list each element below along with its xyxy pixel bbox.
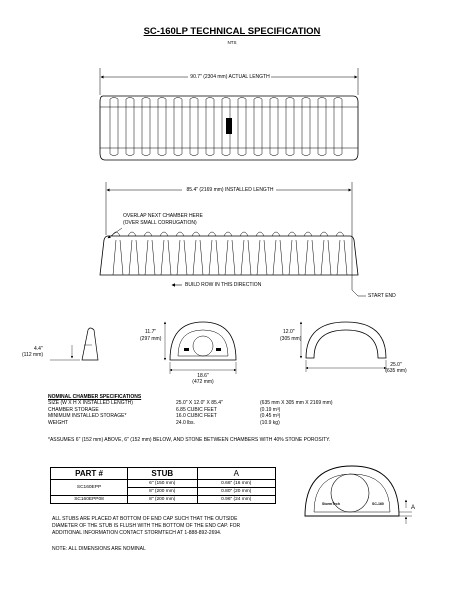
overlap-note-line2: (OVER SMALL CORRUGATION) [123,220,197,226]
spec-value: 25.0" X 12.0" X 85.4" [176,400,223,407]
actual-length-label: 90.7" (2304 mm) ACTUAL LENGTH [190,74,270,80]
parts-table [50,467,276,504]
spec-metric: (10.9 kg) [260,419,280,426]
part-cell: SC160EPP [51,480,128,496]
table-row [51,480,276,488]
side-height-dim-1: 4.4" [34,346,43,352]
column-header-part: PART # [51,468,128,480]
spec-row [48,419,280,426]
cap-height-dim-2: (297 mm) [140,336,162,342]
spec-value: 24.0 lbs. [176,419,195,426]
column-header-stub: STUB [128,468,198,480]
part-cell: SC160EPP08 [51,496,128,504]
spec-label: MINIMUM INSTALLED STORAGE* [48,413,127,420]
dimensions-note: NOTE: ALL DIMENSIONS ARE NOMINAL [52,546,146,553]
stormtech-logo-mark [226,118,232,134]
table-row [51,496,276,504]
chamber-specifications [48,394,333,426]
specifications-heading: NOMINAL CHAMBER SPECIFICATIONS [48,394,142,400]
column-header-a: A [197,468,275,480]
a-cell: 0.80" (20 mm) [197,488,275,496]
spec-label: SIZE (W X H X INSTALLED LENGTH) [48,400,133,407]
cap-width-dim-1: 18.6" [197,373,209,379]
top-view [100,68,358,160]
model-text: SC-160 [372,502,384,506]
scale-note: NTS [227,40,237,45]
cap-height-dim-1: 11.7" [145,329,157,335]
spec-value: 6.85 CUBIC FEET [176,406,217,413]
stub-note-line: ALL STUBS ARE PLACED AT BOTTOM OF END CAP SUCH THAT THE OUTSIDE [52,516,238,522]
table-header-row [51,468,276,480]
chamber-width-dim-2: (635 mm) [385,368,407,374]
side-view [100,182,366,296]
overlap-note-line1: OVERLAP NEXT CHAMBER HERE [123,213,203,219]
chamber-height-dim-2: (305 mm) [280,336,302,342]
a-cell: 0.66" (16 mm) [197,480,275,488]
page-title: SC-160LP TECHNICAL SPECIFICATION [143,26,321,37]
spec-metric: (0.45 m³) [260,413,281,420]
logo-text: StormTech [322,502,341,506]
installed-length-label: 85.4" (2169 mm) INSTALLED LENGTH [186,187,274,193]
chamber-side-profile [50,328,98,360]
end-cap-elevation [165,322,236,374]
start-end-label: START END [368,293,396,299]
a-cell: 0.96" (24 mm) [197,496,275,504]
stub-cell: 8" (200 mm) [128,488,198,496]
spec-metric: (635 mm X 305 mm X 2169 mm) [260,400,333,407]
stub-note-line: DIAMETER OF THE STUB IS FLUSH WITH THE BOTTOM OF THE END CAP. FOR [52,522,241,529]
spec-metric: (0.19 m³) [260,406,281,413]
dim-a-label: A [411,505,416,511]
notes-block [52,516,302,553]
end-cap-detail [305,466,412,524]
spec-label: CHAMBER STORAGE [48,406,99,413]
chamber-height-dim-1: 12.0" [283,329,295,335]
spec-label: WEIGHT [48,419,68,426]
build-direction-label: BUILD ROW IN THIS DIRECTION [185,282,262,288]
storage-footnote: *ASSUMES 6" (152 mm) ABOVE, 6" (152 mm) BELOW, AND STONE BETWEEN CHAMBERS WITH 40% STONE POROSITY. [48,437,331,443]
chamber-width-dim-1: 25.0" [390,362,402,368]
spec-value: 16.0 CUBIC FEET [176,413,217,420]
stub-cell: 8" (200 mm) [128,496,198,504]
cap-width-dim-2: (472 mm) [192,379,214,385]
side-height-dim-2: (112 mm) [22,352,44,358]
stub-note-line: ADDITIONAL INFORMATION CONTACT STORMTECH AT 1-888-892-2694. [52,529,222,536]
chamber-elevation [301,322,386,372]
stub-cell: 6" (150 mm) [128,480,198,488]
